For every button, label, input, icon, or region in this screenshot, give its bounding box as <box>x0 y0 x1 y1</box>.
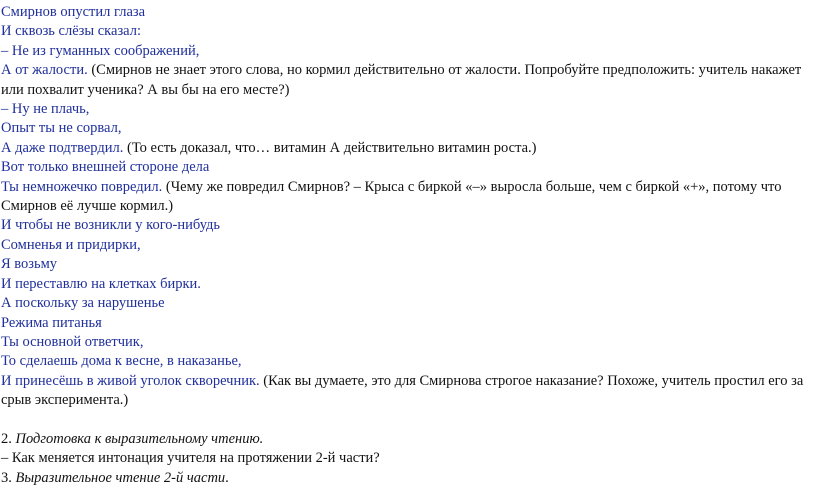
poem-verse: И переставлю на клетках бирки. <box>1 275 201 292</box>
poem-verse: Опыт ты не сорвал, <box>1 120 122 137</box>
poem-line <box>1 314 816 333</box>
poem-line <box>1 61 816 100</box>
question-text: – Как меняется интонация учителя на протяжении 2-й части? <box>1 450 380 467</box>
poem-line <box>1 22 816 41</box>
poem-line <box>1 158 816 177</box>
poem-line <box>1 275 816 294</box>
poem-line <box>1 255 816 274</box>
poem-line <box>1 119 816 138</box>
poem-line <box>1 178 816 217</box>
task-title: Подготовка к выразительному чтению. <box>15 430 264 447</box>
poem-line <box>1 42 816 61</box>
task-number: 3. <box>1 469 12 486</box>
poem-verse: А даже подтвердил. <box>1 139 124 156</box>
poem-line <box>1 294 816 313</box>
teacher-comment: (Смирнов не знает этого слова, но кормил действительно от жалости. Попробуйте предположить: учитель накажет или похвалит ученика? А вы бы на его месте?) <box>1 62 802 98</box>
poem-verse: Ты немножечко повредил. <box>1 178 163 195</box>
poem-verse: И чтобы не возникли у кого-нибудь <box>1 217 221 234</box>
poem-verse: Режима питанья <box>1 314 102 331</box>
task-item-2 <box>1 430 816 449</box>
blank-line <box>1 411 816 430</box>
poem-line <box>1 100 816 119</box>
task-period: . <box>225 469 229 486</box>
poem-verse: Вот только внешней стороне дела <box>1 159 210 176</box>
poem-line <box>1 333 816 352</box>
task-question <box>1 449 816 468</box>
poem-line <box>1 216 816 235</box>
poem-verse: А поскольку за нарушенье <box>1 295 165 312</box>
poem-verse: Сомненья и придирки, <box>1 236 141 253</box>
poem-text <box>1 3 816 411</box>
poem-verse: И сквозь слёзы сказал: <box>1 23 141 40</box>
poem-line <box>1 3 816 22</box>
poem-verse: Смирнов опустил глаза <box>1 4 146 20</box>
poem-line <box>1 139 816 158</box>
poem-line <box>1 372 816 411</box>
poem-verse: Ты основной ответчик, <box>1 333 144 350</box>
poem-line <box>1 236 816 255</box>
teacher-comment: (Как вы думаете, это для Смирнова строгое наказание? Похоже, учитель простил его за срыв эксперимента.) <box>1 372 804 409</box>
task-item-3 <box>1 469 816 488</box>
poem-verse: И принесёшь в живой уголок скворечник. <box>1 372 260 389</box>
poem-line <box>1 352 816 371</box>
task-number: 2. <box>1 430 12 447</box>
teacher-comment: (Чему же повредил Смирнов? – Крыса с биркой «–» выросла больше, чем с биркой «+», потому что Смирнов её лучше кормил.) <box>1 178 782 215</box>
teacher-comment: (То есть доказал, что… витамин А действительно витамин роста.) <box>123 139 537 156</box>
task-title: Выразительное чтение 2-й части <box>15 469 226 486</box>
poem-verse: Я возьму <box>1 256 58 273</box>
poem-verse: – Ну не плачь, <box>1 101 90 118</box>
poem-verse: А от жалости. <box>1 62 88 79</box>
poem-verse: То сделаешь дома к весне, в наказанье, <box>1 353 242 370</box>
poem-verse: – Не из гуманных соображений, <box>1 42 200 59</box>
